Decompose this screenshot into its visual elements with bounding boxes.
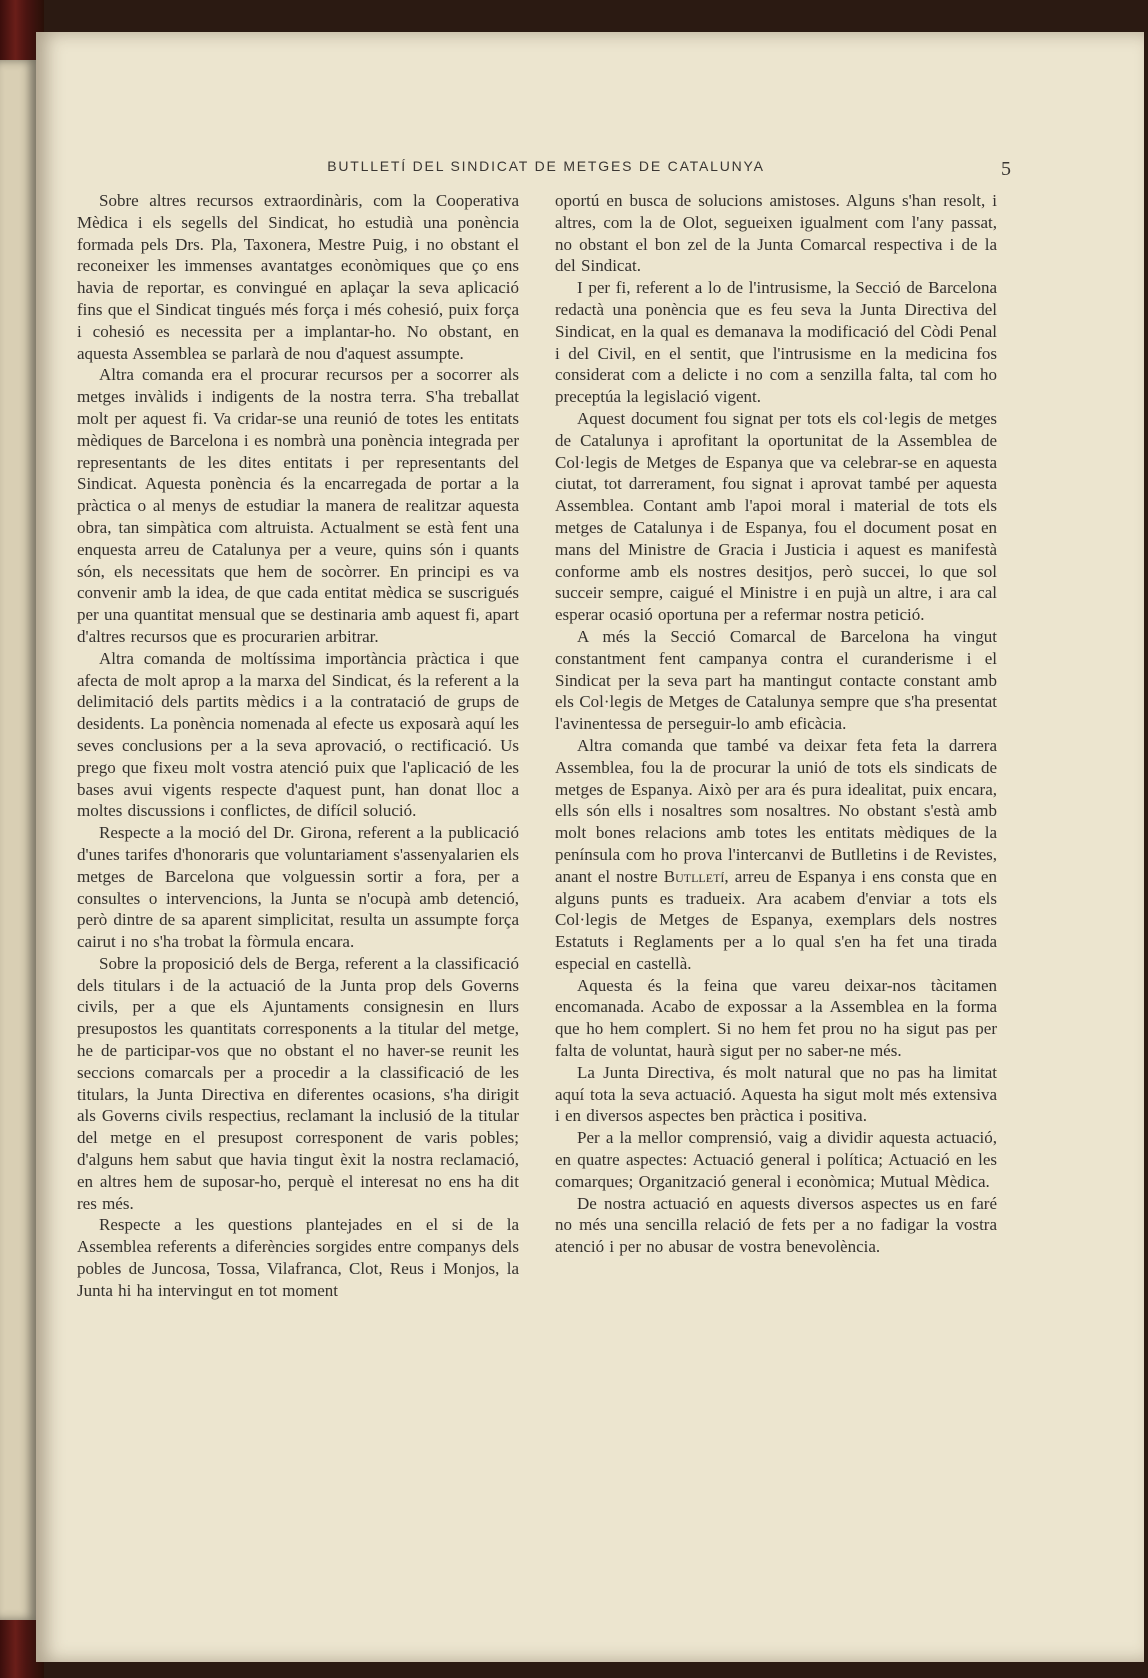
butlleti-smallcaps: Butlletí xyxy=(663,866,725,886)
page-number: 5 xyxy=(1001,158,1011,180)
paragraph: Per a la mellor comprensió, vaig a dividir aquesta actuació, en quatre aspectes: Actuació general i política; Actuació en les comarques; Organització general i econòmica; Mutual Mèdica. xyxy=(555,1128,997,1191)
previous-page-edge xyxy=(0,60,36,1620)
paragraph: La Junta Directiva, és molt natural que no pas ha limitat aquí tota la seva actuació. Aquesta ha sigut molt més extensiva i en diversos aspectes ben pràctica i positiva. xyxy=(555,1062,997,1126)
paragraph: Respecte a les questions plantejades en el si de la Assemblea referents a diferències sorgides entre companys dels pobles de Juncosa, Tossa, Vilafranca, Clot, Reus i Monjos, la Junta hi ha intervingut en tot moment xyxy=(77,1215,519,1300)
paragraph xyxy=(555,735,997,975)
running-title: BUTLLETÍ DEL SINDICAT DE METGES DE CATALUNYA xyxy=(327,158,765,174)
paragraph: De nostra actuació en aquests diversos aspectes us en faré no més una sencilla relació de fets per a no fadigar la vostra atenció i per no abusar de vostra benevolència. xyxy=(555,1193,997,1257)
left-column xyxy=(77,190,519,1302)
paragraph: oportú en busca de solucions amistoses. Alguns s'han resolt, i altres, com la de Olot, segueixen igualment com l'any passat, no obstant el bon zel de la Junta Comarcal respectiva i de la del Sindicat. xyxy=(555,191,997,276)
right-column xyxy=(555,190,997,1258)
page-header xyxy=(36,158,1144,188)
paragraph: Aquesta és la feina que vareu deixar-nos tàcitamen encomanada. Acabo de expossar a la Assemblea en la forma que ho hem complert. Si no hem fet prou no ha sigut pas per falta de voluntat, haurà sigut per no saber-ne més. xyxy=(555,975,997,1061)
document-page xyxy=(36,32,1144,1662)
paragraph: Altra comanda de moltíssima importància pràctica i que afecta de molt aprop a la marxa del Sindicat, és la referent a la delimitació dels partits mèdics i a la contratació de grups de desidents. La ponència nomenada al efecte us exposarà aquí les seves conclusions per a la seva aprovació, o rectificació. Us prego que fixeu molt vostra atenció puix que l'aplicació de les bases avui vigents respecte d'aquest punt, han donat lloc a moltes discussions i conflictes, de difícil solució. xyxy=(77,648,519,821)
paragraph-text: Altra comanda que també va deixar feta feta la darrera Assemblea, fou la de procurar la unió de tots els sindicats de metges de Espanya. Això per ara és pura idealitat, puix encara, ells són ells i nosaltres som nosaltres. No obstant s'està amb molt bones relacions amb totes les entitats mèdiques de la península com ho prova l'intercanvi de Butlletins i de Revistes, anant el nostre xyxy=(555,735,997,886)
paragraph: Sobre la proposició dels de Berga, referent a la classificació dels titulars i de la actuació de la Junta prop dels Governs civils, per a que els Ajuntaments consignesin en llurs presupostos les quantitats corresponents a la titular del metge, he de participar-vos que no obstant el no haver-se reunit les seccions comarcals per a procedir a la classificació de les titulars, la Junta Directiva en diferentes ocasions, s'ha dirigit als Governs civils respectius, reclamant la inclusió de la titular del metge en el presupost corresponent de varis pobles; d'alguns hem sabut que havia tingut èxit la nostra reclamació, en altres hem de suposar-ho, perquè el interesat no ens ha dit res més. xyxy=(77,953,519,1213)
paragraph: Respecte a la moció del Dr. Girona, referent a la publicació d'unes tarifes d'honoraris que voluntariament s'assenyalarien els metges de Barcelona que volguessin sortir a fora, per a consultes o intervencions, la Junta se n'ocupà amb detenció, però dintre de sa aparent simplicitat, resulta un assumpte força cairut i no s'ha trobat la fòrmula encara. xyxy=(77,823,519,952)
paragraph: A més la Secció Comarcal de Barcelona ha vingut constantment fent campanya contra el curanderisme i el Sindicat per la seva part ha mantingut contacte constant amb els Col·legis de Metges de Catalunya sempre que s'ha presentat l'avinentessa de perseguir-lo amb eficàcia. xyxy=(555,626,997,734)
paragraph: I per fi, referent a lo de l'intrusisme, la Secció de Barcelona redactà una ponència que es feu seva la Junta Directiva del Sindicat, en la qual es demanava la modificació del Còdi Penal i del Civil, en el sentit, que l'intrusisme en la medicina fos considerat com a delicte i no com a senzilla falta, tal com ho preceptúa la legislació vigent. xyxy=(555,278,997,407)
paragraph-text: , arreu de Espanya i ens consta que en alguns punts es tradueix. Ara acabem d'enviar a tots els Col·legis de Metges de Espanya, exemplars dels nostres Estatuts i Reglaments per a lo qual s'en ha fet una tirada especial en castellà. xyxy=(555,866,997,973)
paragraph: Altra comanda era el procurar recursos per a socorrer als metges invàlids i indigents de la nostra terra. S'ha treballat molt per aquest fi. Va cridar-se una reunió de totes les entitats mèdiques de Barcelona i es nombrà una ponència integrada per representants de les dites entitats i per representants del Sindicat. Aquesta ponència és la encarregada de portar a la pràctica o al menys de estudiar la manera de realitzar aquesta obra, tan simpàtica com altruista. Actualment se està fent una enquesta arreu de Catalunya per a veure, quins són i quants són, els necessitats que hem de socòrrer. En principi es va convenir amb la idea, de que cada entitat mèdica se suscrigués per una quantitat mensual que se destinaria amb aquest fi, apart d'altres recursos que es procurarien arbitrar. xyxy=(77,365,519,646)
paragraph: Sobre altres recursos extraordinàris, com la Cooperativa Mèdica i els segells del Sindicat, ho estudià una ponència formada pels Drs. Pla, Taxonera, Mestre Puig, i no obstant el reconeixer les immenses avantatges econòmiques que ço ens havia de reportar, es convingué en aplaçar la seva aplicació fins que el Sindicat tingués més força i més cohesió, puix força i cohesió es necessita per a implantar-ho. No obstant, en aquesta Assemblea se parlarà de nou d'aquest assumpte. xyxy=(77,191,519,363)
paragraph: Aquest document fou signat per tots els col·legis de metges de Catalunya i aprofitant la oportunitat de la Assemblea de Col·legis de Metges de Espanya que va celebrar-se en aquesta ciutat, tot darrerament, fou signat i aprovat també per aquesta Assemblea. Contant amb l'apoi moral i material de tots els metges de Catalunya i de Espanya, fou el document posat en mans del Ministre de Gracia i Justicia i aquest es manifestà conforme amb els nostres desitjos, però succei, lo que sol succeir sempre, caigué el Ministre i en pujà un altre, i ara cal esperar ocasió oportuna per a refermar nostra petició. xyxy=(555,408,997,625)
